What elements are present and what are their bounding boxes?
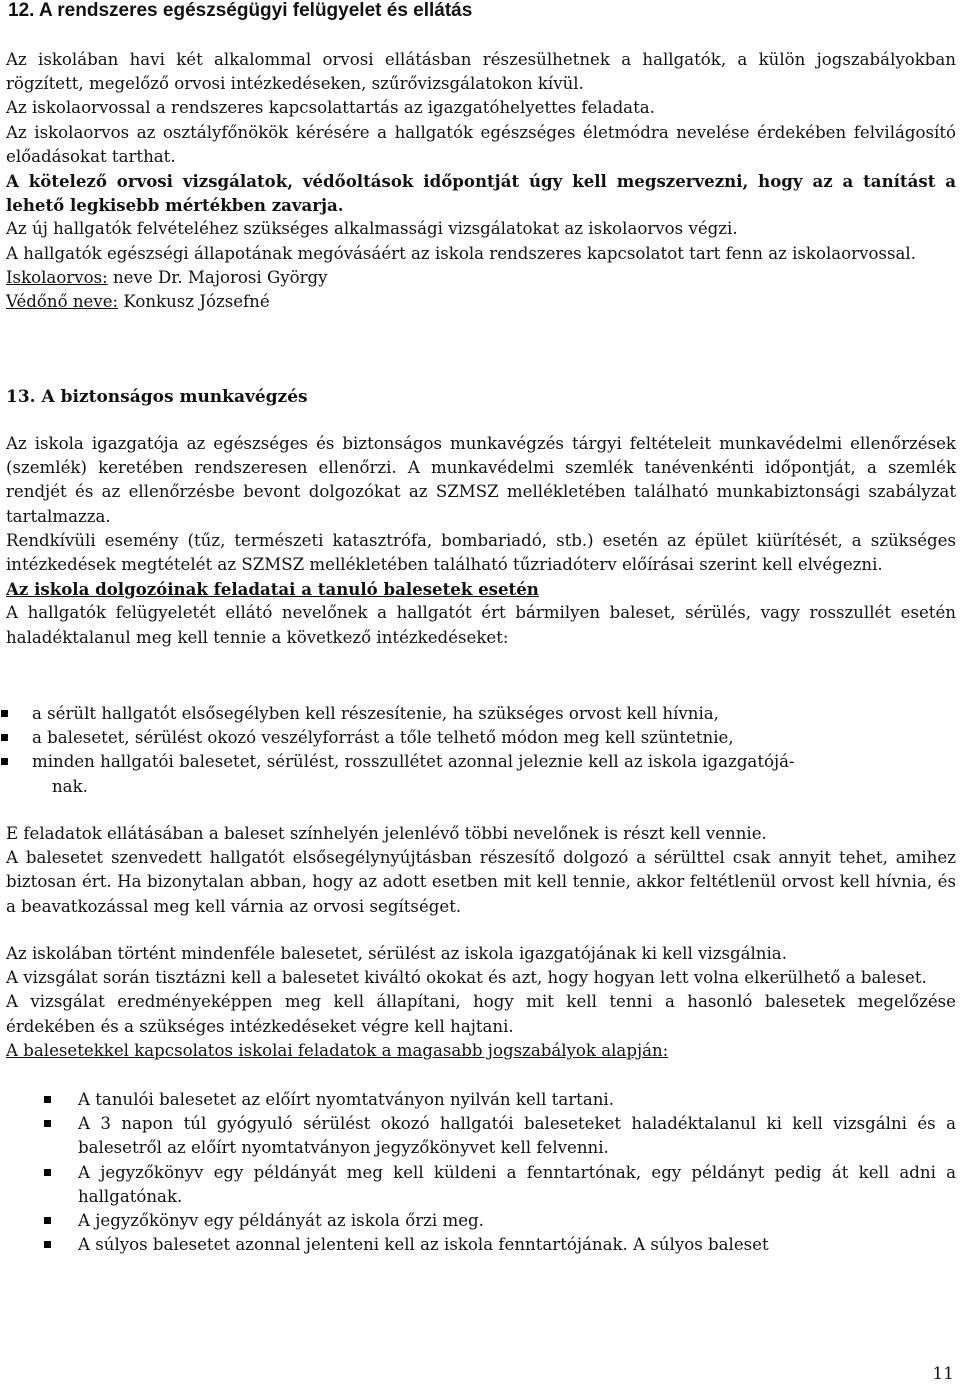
- regulations-subheading: A balesetekkel kapcsolatos iskolai feladatok a magasabb jogszabályok alapján:: [6, 1040, 669, 1060]
- paragraph: A vizsgálat során tisztázni kell a balesetet kiváltó okokat és azt, hogy hogyan lett volna elkerülhető a baleset.: [6, 968, 927, 988]
- list-item: a sérült hallgatót elsősegélyben kell részesítenie, ha szükséges orvost kell hívnia,: [6, 702, 956, 726]
- square-bullet-icon: [44, 1120, 51, 1127]
- square-bullet-icon: [44, 1169, 51, 1176]
- measures-list: [6, 702, 956, 799]
- square-bullet-icon: [44, 1217, 51, 1224]
- paragraph: A hallgatók egészségi állapotának megóvásáért az iskola rendszeres kapcsolatot tart fenn az iskolaorvossal.: [6, 243, 916, 263]
- list-item: minden hallgatói balesetet, sérülést, rosszullétet azonnal jeleznie kell az iskola igazgatójá- nak.: [6, 750, 956, 798]
- page-number: 11: [932, 1364, 954, 1384]
- square-bullet-icon: [44, 1096, 51, 1103]
- doctor-line: [6, 266, 956, 290]
- nurse-line: [6, 290, 956, 314]
- doctor-value: neve Dr. Majorosi György: [107, 267, 328, 287]
- paragraph: Az iskolában havi két alkalommal orvosi ellátásban részesülhetnek a hallgatók, a külön jogszabályokban rögzített, megelőző orvosi intézkedéseken, szűrővizsgálatokon kívül.: [6, 50, 956, 94]
- paragraph: A vizsgálat eredményeképpen meg kell állapítani, hogy mit kell tenni a hasonló balesetek megelőzése érdekében és a szükséges intézkedéseket végre kell hajtani.: [6, 992, 956, 1036]
- paragraph: Rendkívüli esemény (tűz, természeti katasztrófa, bombariadó, stb.) esetén az épület kiürítését, a szükséges intézkedések megtételét az SZMSZ mellékletében található tűzriadóterv előírásai szerint kell elvégezni.: [6, 530, 956, 575]
- paragraph: Az iskola igazgatója az egészséges és biztonságos munkavégzés tárgyi feltételeit munkavédelmi ellenőrzések (szemlék) keretében rendszeresen ellenőrzi. A munkavédelmi szemlék tanévenkénti időpontját, a szemlék rendjét és az ellenőrzésbe bevont dolgozókat az SZMSZ mellékletében található munkabiztonsági szabályzat tartalmazza.: [6, 434, 956, 526]
- regulations-list: [6, 1088, 956, 1257]
- section-13-body-2: [6, 822, 956, 919]
- list-item: A jegyzőkönyv egy példányát az iskola őrzi meg.: [6, 1209, 956, 1233]
- paragraph: A hallgatók felügyeletét ellátó nevelőnek a hallgatót ért bármilyen baleset, sérülés, vagy rosszullét esetén haladéktalanul meg kell tennie a következő intézkedéseket:: [6, 603, 956, 647]
- nurse-label: Védőnő neve:: [6, 292, 119, 312]
- paragraph: Az iskolaorvos az osztályfőnökök kérésére a hallgatók egészséges életmódra nevelése érdekében felvilágosító előadásokat tarthat.: [6, 122, 956, 166]
- section-13-body-3: [6, 942, 956, 1063]
- paragraph: E feladatok ellátásában a baleset színhelyén jelenlévő többi nevelőnek is részt kell vennie.: [6, 824, 767, 843]
- list-item: A 3 napon túl gyógyuló sérülést okozó hallgatói baleseteket haladéktalanul ki kell vizsgálni és a balesetről az előírt nyomtatványon jegyzőkönyvet kell felvenni.: [6, 1112, 956, 1160]
- section-13-heading: 13. A biztonságos munkavégzés: [6, 387, 308, 407]
- paragraph: Az iskolában történt mindenféle balesetet, sérülést az iskola igazgatójának ki kell vizsgálnia.: [6, 944, 787, 963]
- nurse-value: Konkusz Józsefné: [118, 292, 270, 312]
- paragraph: A balesetet szenvedett hallgatót elsősegélynyújtásban részesítő dolgozó a sérülttel csak annyit tehet, amihez biztosan ért. Ha bizonytalan abban, hogy az adott esetben mit kell tennie, akkor feltétlenül orvost kell hívnia, és a beavatkozással meg kell várnia az orvosi segítséget.: [6, 848, 956, 916]
- paragraph: Az iskolaorvossal a rendszeres kapcsolattartás az igazgatóhelyettes feladata.: [6, 98, 655, 118]
- section-12-heading: 12. A rendszeres egészségügyi felügyelet és ellátás: [8, 0, 473, 21]
- list-item: a balesetet, sérülést okozó veszélyforrást a tőle telhető módon meg kell szüntetnie,: [6, 726, 956, 750]
- list-item: A súlyos balesetet azonnal jelenteni kell az iskola fenntartójának. A súlyos baleset: [6, 1233, 956, 1257]
- list-item: A tanulói balesetet az előírt nyomtatványon nyilván kell tartani.: [6, 1088, 956, 1112]
- section-13-body: [6, 432, 956, 650]
- list-item: A jegyzőkönyv egy példányát meg kell küldeni a fenntartónak, egy példányt pedig át kell adni a hallgatónak.: [6, 1161, 956, 1209]
- paragraph-bold: A kötelező orvosi vizsgálatok, védőoltások időpontját úgy kell megszervezni, hogy az a tanítást a lehető legkisebb mértékben zavarja.: [6, 171, 956, 216]
- square-bullet-icon: [44, 1241, 51, 1248]
- section-12-body: [6, 48, 956, 314]
- square-bullet-icon: [1, 710, 8, 717]
- section-13-subheading: Az iskola dolgozóinak feladatai a tanuló balesetek esetén: [6, 579, 539, 600]
- list-item-continuation: nak.: [52, 776, 88, 796]
- square-bullet-icon: [1, 758, 8, 765]
- paragraph: Az új hallgatók felvételéhez szükséges alkalmassági vizsgálatokat az iskolaorvos végzi.: [6, 219, 738, 239]
- square-bullet-icon: [1, 734, 8, 741]
- doctor-label: Iskolaorvos:: [6, 267, 108, 287]
